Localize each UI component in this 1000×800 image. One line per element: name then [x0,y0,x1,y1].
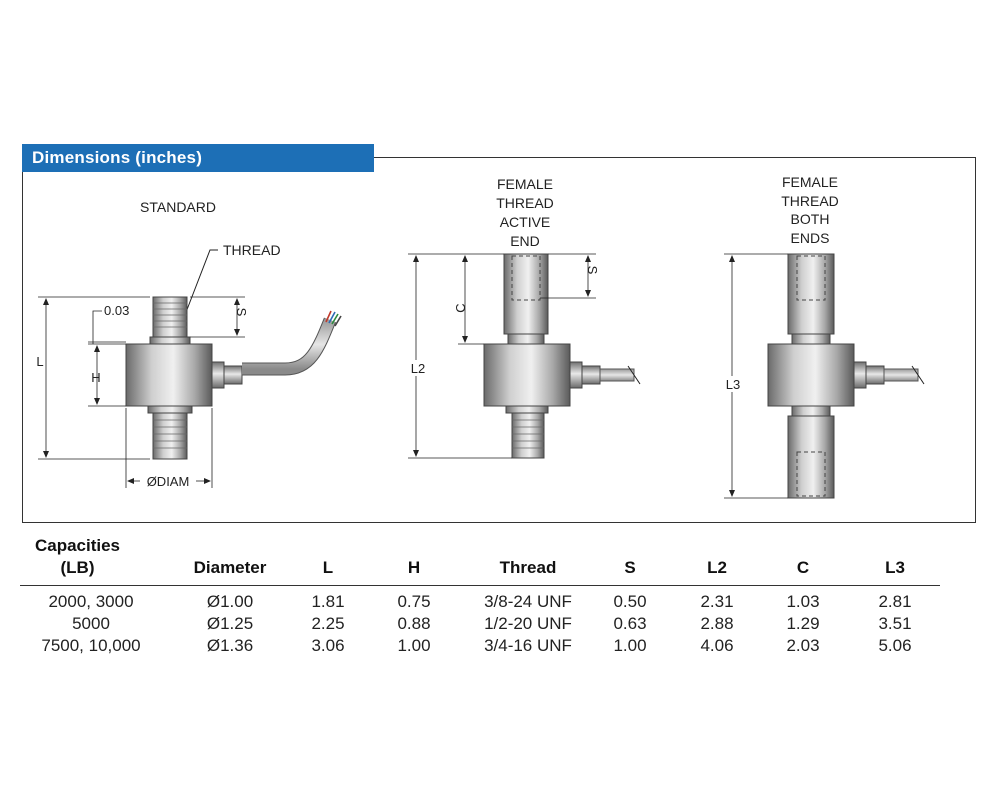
dim-l: L [36,354,44,369]
cell-l2: 2.31 [700,592,734,611]
cell-capacities: 5000 [72,614,110,633]
cell-diameter: Ø1.00 [206,592,254,611]
header-capacities-1: Capacities [34,536,121,555]
dim-s-female: S [585,265,600,275]
section-title: Dimensions (inches) [22,144,374,172]
dim-h: H [91,370,101,385]
cell-thread: 3/4-16 UNF [484,636,572,655]
cell-l3: 2.81 [878,592,912,611]
cell-l: 3.06 [311,636,345,655]
cell-h: 1.00 [397,636,431,655]
load-cell-body [126,344,212,406]
header-h: H [407,558,421,577]
female-both-title-1: FEMALE [781,174,839,190]
cell-capacities: 2000, 3000 [48,592,134,611]
cell-capacities: 7500, 10,000 [41,636,141,655]
cell-l: 1.81 [311,592,345,611]
cell-s: 0.50 [613,592,647,611]
cell-h: 0.88 [397,614,431,633]
female-active-body [484,344,570,406]
cell-l3: 3.51 [878,614,912,633]
cell-diameter: Ø1.36 [206,636,254,655]
dim-l3: L3 [725,377,741,392]
standard-diagram [36,199,341,489]
connector [212,362,224,388]
header-c: C [796,558,810,577]
cell-thread: 3/8-24 UNF [484,592,572,611]
female-both-title-2: THREAD [781,193,839,209]
thread-leader [183,250,218,320]
header-thread: Thread [499,558,557,577]
cell-s: 1.00 [613,636,647,655]
dim-l2: L2 [410,361,426,376]
female-both-title-4: ENDS [790,230,830,246]
table-header-rule [20,585,940,586]
female-both-title-3: BOTH [790,211,830,227]
cell-l3: 5.06 [878,636,912,655]
header-capacities-2: (LB) [60,558,95,577]
header-l: L [322,558,334,577]
header-diameter: Diameter [193,558,267,577]
cell-l2: 2.88 [700,614,734,633]
female-active-title-4: END [510,233,540,249]
female-active-title-1: FEMALE [496,176,554,192]
female-both-top-cylinder [788,254,834,334]
female-both-diagram [722,174,924,498]
cell-c: 1.03 [786,592,820,611]
dim-diam: ØDIAM [146,474,190,489]
header-l2: L2 [707,558,727,577]
female-active-diagram [408,176,640,458]
female-both-bottom-cylinder [788,416,834,498]
cell-l: 2.25 [311,614,345,633]
standard-title: STANDARD [140,199,216,215]
dim-c: C [453,303,468,313]
cell-c: 2.03 [786,636,820,655]
cell-h: 0.75 [397,592,431,611]
thread-label: THREAD [223,242,281,258]
dim-s-standard: S [234,307,249,317]
female-active-title-3: ACTIVE [499,214,551,230]
header-s: S [624,558,636,577]
cell-l2: 4.06 [700,636,734,655]
cell-c: 1.29 [786,614,820,633]
female-both-body [768,344,854,406]
cell-thread: 1/2-20 UNF [484,614,572,633]
female-top-cylinder [504,254,548,334]
dim-offset: 0.03 [104,303,130,318]
header-l3: L3 [885,558,905,577]
cell-diameter: Ø1.25 [206,614,254,633]
female-active-title-2: THREAD [496,195,554,211]
cell-s: 0.63 [613,614,647,633]
